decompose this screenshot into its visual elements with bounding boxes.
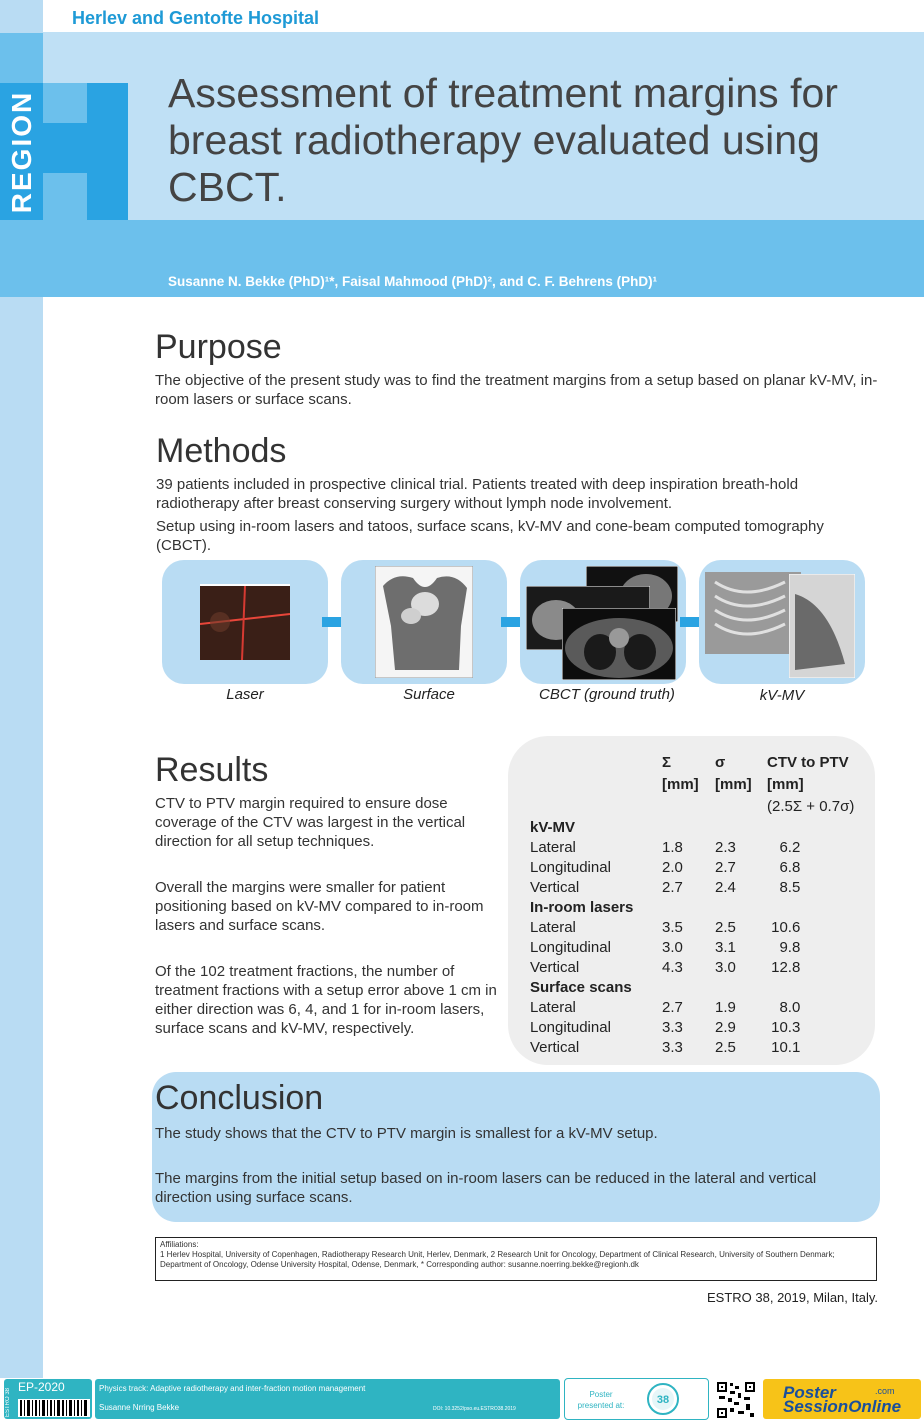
presenter-name: Susanne Nrring Bekke [99, 1403, 180, 1412]
presented-at-label: Poster presented at: [577, 1390, 625, 1410]
row-direction: Vertical [530, 1039, 580, 1056]
row-direction: Lateral [530, 999, 576, 1016]
table-row [526, 858, 858, 878]
conclusion-paragraph-2: The margins from the initial setup based on in-room lasers can be reduced in the lateral and vertical direction using surface scans. [155, 1170, 817, 1206]
row-margin: 12.8 [771, 959, 801, 976]
table-row [526, 1038, 858, 1058]
row-margin: 6.8 [779, 859, 801, 876]
row-sigma-lower: 1.9 [715, 999, 736, 1016]
barcode-icon [18, 1399, 90, 1417]
row-sigma-lower: 2.4 [715, 879, 736, 896]
table-row [526, 1018, 858, 1038]
row-margin: 10.6 [771, 919, 801, 936]
row-margin: 9.8 [779, 939, 801, 956]
methods-heading: Methods [156, 432, 287, 470]
poster-id-box[interactable] [4, 1379, 92, 1419]
row-sigma-upper: 2.7 [662, 999, 683, 1016]
row-sigma-lower: 2.5 [715, 1039, 736, 1056]
affiliations-text: 1 Herlev Hospital, University of Copenhagen, Radiotherapy Research Unit, Herlev, Denmark, 2 Research Unit for Oncology, Department of Clinical Research, University of Southern Denmark; Department of Oncology, Odense University Hospital, Odense, Denmark, * Corresponding author: susanne.noerring.bekke@regionh.dk [160, 1250, 835, 1269]
table-header-row [526, 752, 858, 818]
table-row [526, 998, 858, 1018]
row-margin: 6.2 [779, 839, 801, 856]
table-row [526, 878, 858, 898]
row-sigma-upper: 2.7 [662, 879, 683, 896]
row-sigma-upper: 1.8 [662, 839, 683, 856]
caption-surface: Surface [403, 686, 455, 703]
group-name: In-room lasers [530, 899, 634, 916]
row-margin: 10.1 [771, 1039, 801, 1056]
row-direction: Lateral [530, 919, 576, 936]
row-direction: Vertical [530, 879, 580, 896]
row-direction: Longitudinal [530, 1019, 611, 1036]
badge-number: 38 [656, 1394, 670, 1406]
col-sigma-lower: σ [715, 754, 726, 771]
row-direction: Longitudinal [530, 939, 611, 956]
results-paragraph-3: Of the 102 treatment fractions, the number of treatment fractions with a setup error above 1 cm in either direction was 6, 4, and 1 for in-room lasers, surface scans and kV-MV, respectively. [155, 963, 497, 1037]
col-sigma-lower-unit: [mm] [715, 776, 752, 793]
group-name: kV-MV [530, 819, 576, 836]
track-text: Physics track: Adaptive radiotherapy and inter-fraction motion management [99, 1384, 366, 1393]
brand-word-2: SessionOnline [783, 1397, 902, 1416]
brand-word-1: Poster [783, 1383, 836, 1402]
presented-at-box[interactable] [564, 1378, 709, 1420]
table-row [526, 938, 858, 958]
row-sigma-upper: 4.3 [662, 959, 683, 976]
results-paragraph-1: CTV to PTV margin required to ensure dose coverage of the CTV was largest in the vertical direction for all setup techniques. [155, 795, 466, 850]
surface-card [341, 560, 507, 684]
row-margin: 8.0 [779, 999, 801, 1016]
purpose-heading: Purpose [155, 328, 282, 366]
kvmv-card [699, 560, 865, 684]
surface-image [375, 566, 473, 678]
kv-image [705, 572, 801, 654]
col-margin: CTV to PTV [767, 754, 849, 771]
poster-id: EP-2020 [18, 1380, 65, 1394]
results-table [526, 752, 858, 1058]
row-sigma-lower: 2.7 [715, 859, 736, 876]
row-sigma-upper: 3.3 [662, 1019, 683, 1036]
hospital-name: Herlev and Gentofte Hospital [72, 8, 320, 28]
table-group-row [526, 978, 858, 998]
col-sigma-upper: Σ [662, 754, 672, 771]
estro-38-badge-icon [645, 1382, 681, 1416]
row-margin: 8.5 [779, 879, 801, 896]
purpose-text: The objective of the present study was to find the treatment margins from a setup based on planar kV-MV, in-room lasers or surface scans. [155, 372, 878, 408]
table-group-row [526, 818, 858, 838]
caption-laser: Laser [226, 686, 264, 703]
methods-paragraph-1: 39 patients included in prospective clinical trial. Patients treated with deep inspiration breath-hold radiotherapy after breast conserving surgery without lymph node involvement. [156, 476, 799, 512]
row-sigma-lower: 3.0 [715, 959, 736, 976]
table-row [526, 838, 858, 858]
cbct-slice-front [562, 608, 676, 680]
qr-code-icon[interactable] [716, 1381, 756, 1419]
col-margin-formula: (2.5Σ + 0.7σ) [767, 798, 855, 815]
conclusion-heading: Conclusion [155, 1079, 324, 1117]
row-sigma-lower: 2.3 [715, 839, 736, 856]
row-sigma-lower: 2.5 [715, 919, 736, 936]
poster-title: Assessment of treatment margins for breast radiotherapy evaluated using CBCT. [168, 70, 838, 210]
side-code: ESTRO 38 [5, 1387, 11, 1417]
laser-card [162, 560, 328, 684]
results-paragraph-2: Overall the margins were smaller for patient positioning based on kV-MV compared to in-room lasers and surface scans. [155, 879, 484, 934]
track-box[interactable] [95, 1379, 560, 1419]
row-sigma-upper: 3.3 [662, 1039, 683, 1056]
cbct-card [520, 560, 686, 684]
table-row [526, 958, 858, 978]
methods-paragraph-2: Setup using in-room lasers and tatoos, surface scans, kV-MV and cone-beam computed tomography (CBCT). [156, 518, 824, 554]
row-direction: Vertical [530, 959, 580, 976]
table-group-row [526, 898, 858, 918]
affiliations-label: Affiliations: [160, 1240, 199, 1249]
col-sigma-upper-unit: [mm] [662, 776, 699, 793]
row-sigma-lower: 2.9 [715, 1019, 736, 1036]
row-direction: Longitudinal [530, 859, 611, 876]
table-row [526, 918, 858, 938]
caption-cbct: CBCT (ground truth) [539, 686, 675, 703]
brand-suffix: .com [875, 1386, 895, 1396]
author-list: Susanne N. Bekke (PhD)¹*, Faisal Mahmood (PhD)², and C. F. Behrens (PhD)¹ [168, 274, 658, 289]
venue-text: ESTRO 38, 2019, Milan, Italy. [707, 1290, 878, 1305]
laser-image [200, 584, 290, 660]
conclusion-paragraph-1: The study shows that the CTV to PTV margin is smallest for a kV-MV setup. [155, 1125, 658, 1142]
row-sigma-lower: 3.1 [715, 939, 736, 956]
row-direction: Lateral [530, 839, 576, 856]
doi-text: DOI: 10.3252/pso.eu.ESTRO38.2019 [433, 1406, 516, 1412]
mv-image [789, 574, 855, 678]
affiliations-box [155, 1237, 877, 1281]
poster-session-online-logo[interactable] [763, 1379, 921, 1419]
row-sigma-upper: 2.0 [662, 859, 683, 876]
row-margin: 10.3 [771, 1019, 801, 1036]
caption-kvmv: kV-MV [759, 687, 805, 704]
results-heading: Results [155, 751, 269, 789]
region-label: REGION [6, 90, 37, 214]
row-sigma-upper: 3.0 [662, 939, 683, 956]
group-name: Surface scans [530, 979, 632, 996]
col-margin-unit: [mm] [767, 776, 804, 793]
row-sigma-upper: 3.5 [662, 919, 683, 936]
